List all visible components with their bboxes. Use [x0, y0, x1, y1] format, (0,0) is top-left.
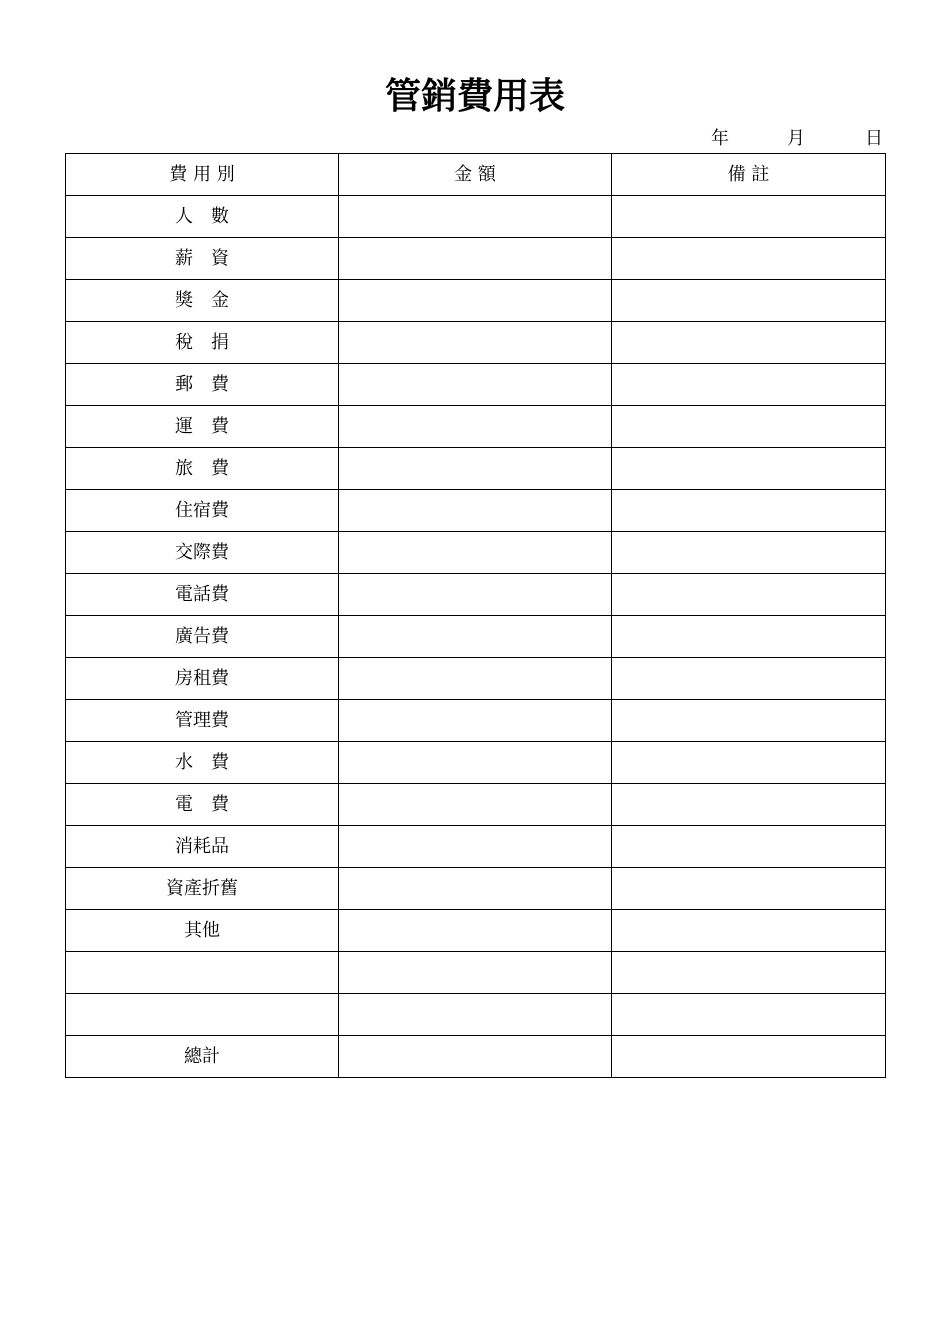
row-amount-cell[interactable]: [339, 532, 612, 574]
date-line: [700, 127, 885, 151]
row-remarks-cell[interactable]: [612, 826, 886, 868]
row-category-label: 房租費: [66, 658, 339, 700]
row-remarks-cell[interactable]: [612, 532, 886, 574]
row-category-label: 稅 捐: [66, 322, 339, 364]
page-title: 管銷費用表: [384, 76, 565, 117]
table-row: [66, 238, 886, 280]
row-remarks-cell[interactable]: [612, 742, 886, 784]
table-row: [66, 868, 886, 910]
table-row: [66, 490, 886, 532]
row-amount-cell[interactable]: [339, 742, 612, 784]
table-row: [66, 742, 886, 784]
row-remarks-cell[interactable]: [612, 616, 886, 658]
row-amount-cell[interactable]: [339, 784, 612, 826]
expense-table: [65, 153, 886, 1078]
row-amount-cell[interactable]: [339, 280, 612, 322]
table-row: [66, 574, 886, 616]
date-year-label: 年: [711, 128, 729, 149]
row-category-label: 郵 費: [66, 364, 339, 406]
row-category-label: 運 費: [66, 406, 339, 448]
row-remarks-cell[interactable]: [612, 490, 886, 532]
row-amount-cell[interactable]: [339, 364, 612, 406]
row-amount-cell[interactable]: [339, 658, 612, 700]
table-row: [66, 784, 886, 826]
table-row: [66, 826, 886, 868]
date-month-label: 月: [787, 128, 805, 149]
table-row: [66, 1036, 886, 1078]
table-row: [66, 322, 886, 364]
table-row: [66, 280, 886, 322]
row-category-label: 廣告費: [66, 616, 339, 658]
row-category-label: [66, 952, 339, 994]
row-category-label: 資產折舊: [66, 868, 339, 910]
table-body: [66, 196, 886, 1078]
row-category-label: 消耗品: [66, 826, 339, 868]
row-remarks-cell[interactable]: [612, 574, 886, 616]
row-amount-cell[interactable]: [339, 1036, 612, 1078]
header-remarks: 備 註: [612, 154, 886, 196]
row-amount-cell[interactable]: [339, 196, 612, 238]
row-remarks-cell[interactable]: [612, 1036, 886, 1078]
row-amount-cell[interactable]: [339, 952, 612, 994]
row-remarks-cell[interactable]: [612, 868, 886, 910]
table-row: [66, 406, 886, 448]
date-day-label: 日: [865, 128, 883, 149]
table-row: [66, 700, 886, 742]
row-remarks-cell[interactable]: [612, 322, 886, 364]
row-remarks-cell[interactable]: [612, 196, 886, 238]
row-amount-cell[interactable]: [339, 322, 612, 364]
row-category-label: 電話費: [66, 574, 339, 616]
table-row: [66, 910, 886, 952]
row-amount-cell[interactable]: [339, 574, 612, 616]
row-category-label: 其他: [66, 910, 339, 952]
row-amount-cell[interactable]: [339, 448, 612, 490]
header-amount: 金 額: [339, 154, 612, 196]
row-remarks-cell[interactable]: [612, 658, 886, 700]
row-remarks-cell[interactable]: [612, 406, 886, 448]
table-row: [66, 952, 886, 994]
row-remarks-cell[interactable]: [612, 910, 886, 952]
row-amount-cell[interactable]: [339, 490, 612, 532]
row-remarks-cell[interactable]: [612, 364, 886, 406]
row-amount-cell[interactable]: [339, 238, 612, 280]
row-category-label: 管理費: [66, 700, 339, 742]
row-amount-cell[interactable]: [339, 700, 612, 742]
row-category-label: 總計: [66, 1036, 339, 1078]
header-category: 費 用 別: [66, 154, 339, 196]
table-row: [66, 616, 886, 658]
row-amount-cell[interactable]: [339, 868, 612, 910]
table-row: [66, 448, 886, 490]
table-row: [66, 532, 886, 574]
table-row: [66, 658, 886, 700]
row-amount-cell[interactable]: [339, 616, 612, 658]
row-category-label: 電 費: [66, 784, 339, 826]
row-amount-cell[interactable]: [339, 406, 612, 448]
row-category-label: 交際費: [66, 532, 339, 574]
table-row: [66, 364, 886, 406]
row-category-label: 薪 資: [66, 238, 339, 280]
row-amount-cell[interactable]: [339, 826, 612, 868]
row-remarks-cell[interactable]: [612, 448, 886, 490]
table-row: [66, 994, 886, 1036]
row-remarks-cell[interactable]: [612, 784, 886, 826]
row-remarks-cell[interactable]: [612, 238, 886, 280]
row-category-label: [66, 994, 339, 1036]
row-category-label: 住宿費: [66, 490, 339, 532]
row-remarks-cell[interactable]: [612, 952, 886, 994]
row-category-label: 人 數: [66, 196, 339, 238]
row-category-label: 旅 費: [66, 448, 339, 490]
table-row: [66, 196, 886, 238]
table-header-row: [66, 154, 886, 196]
row-remarks-cell[interactable]: [612, 994, 886, 1036]
row-remarks-cell[interactable]: [612, 700, 886, 742]
row-category-label: 水 費: [66, 742, 339, 784]
row-remarks-cell[interactable]: [612, 280, 886, 322]
row-amount-cell[interactable]: [339, 994, 612, 1036]
row-category-label: 獎 金: [66, 280, 339, 322]
row-amount-cell[interactable]: [339, 910, 612, 952]
